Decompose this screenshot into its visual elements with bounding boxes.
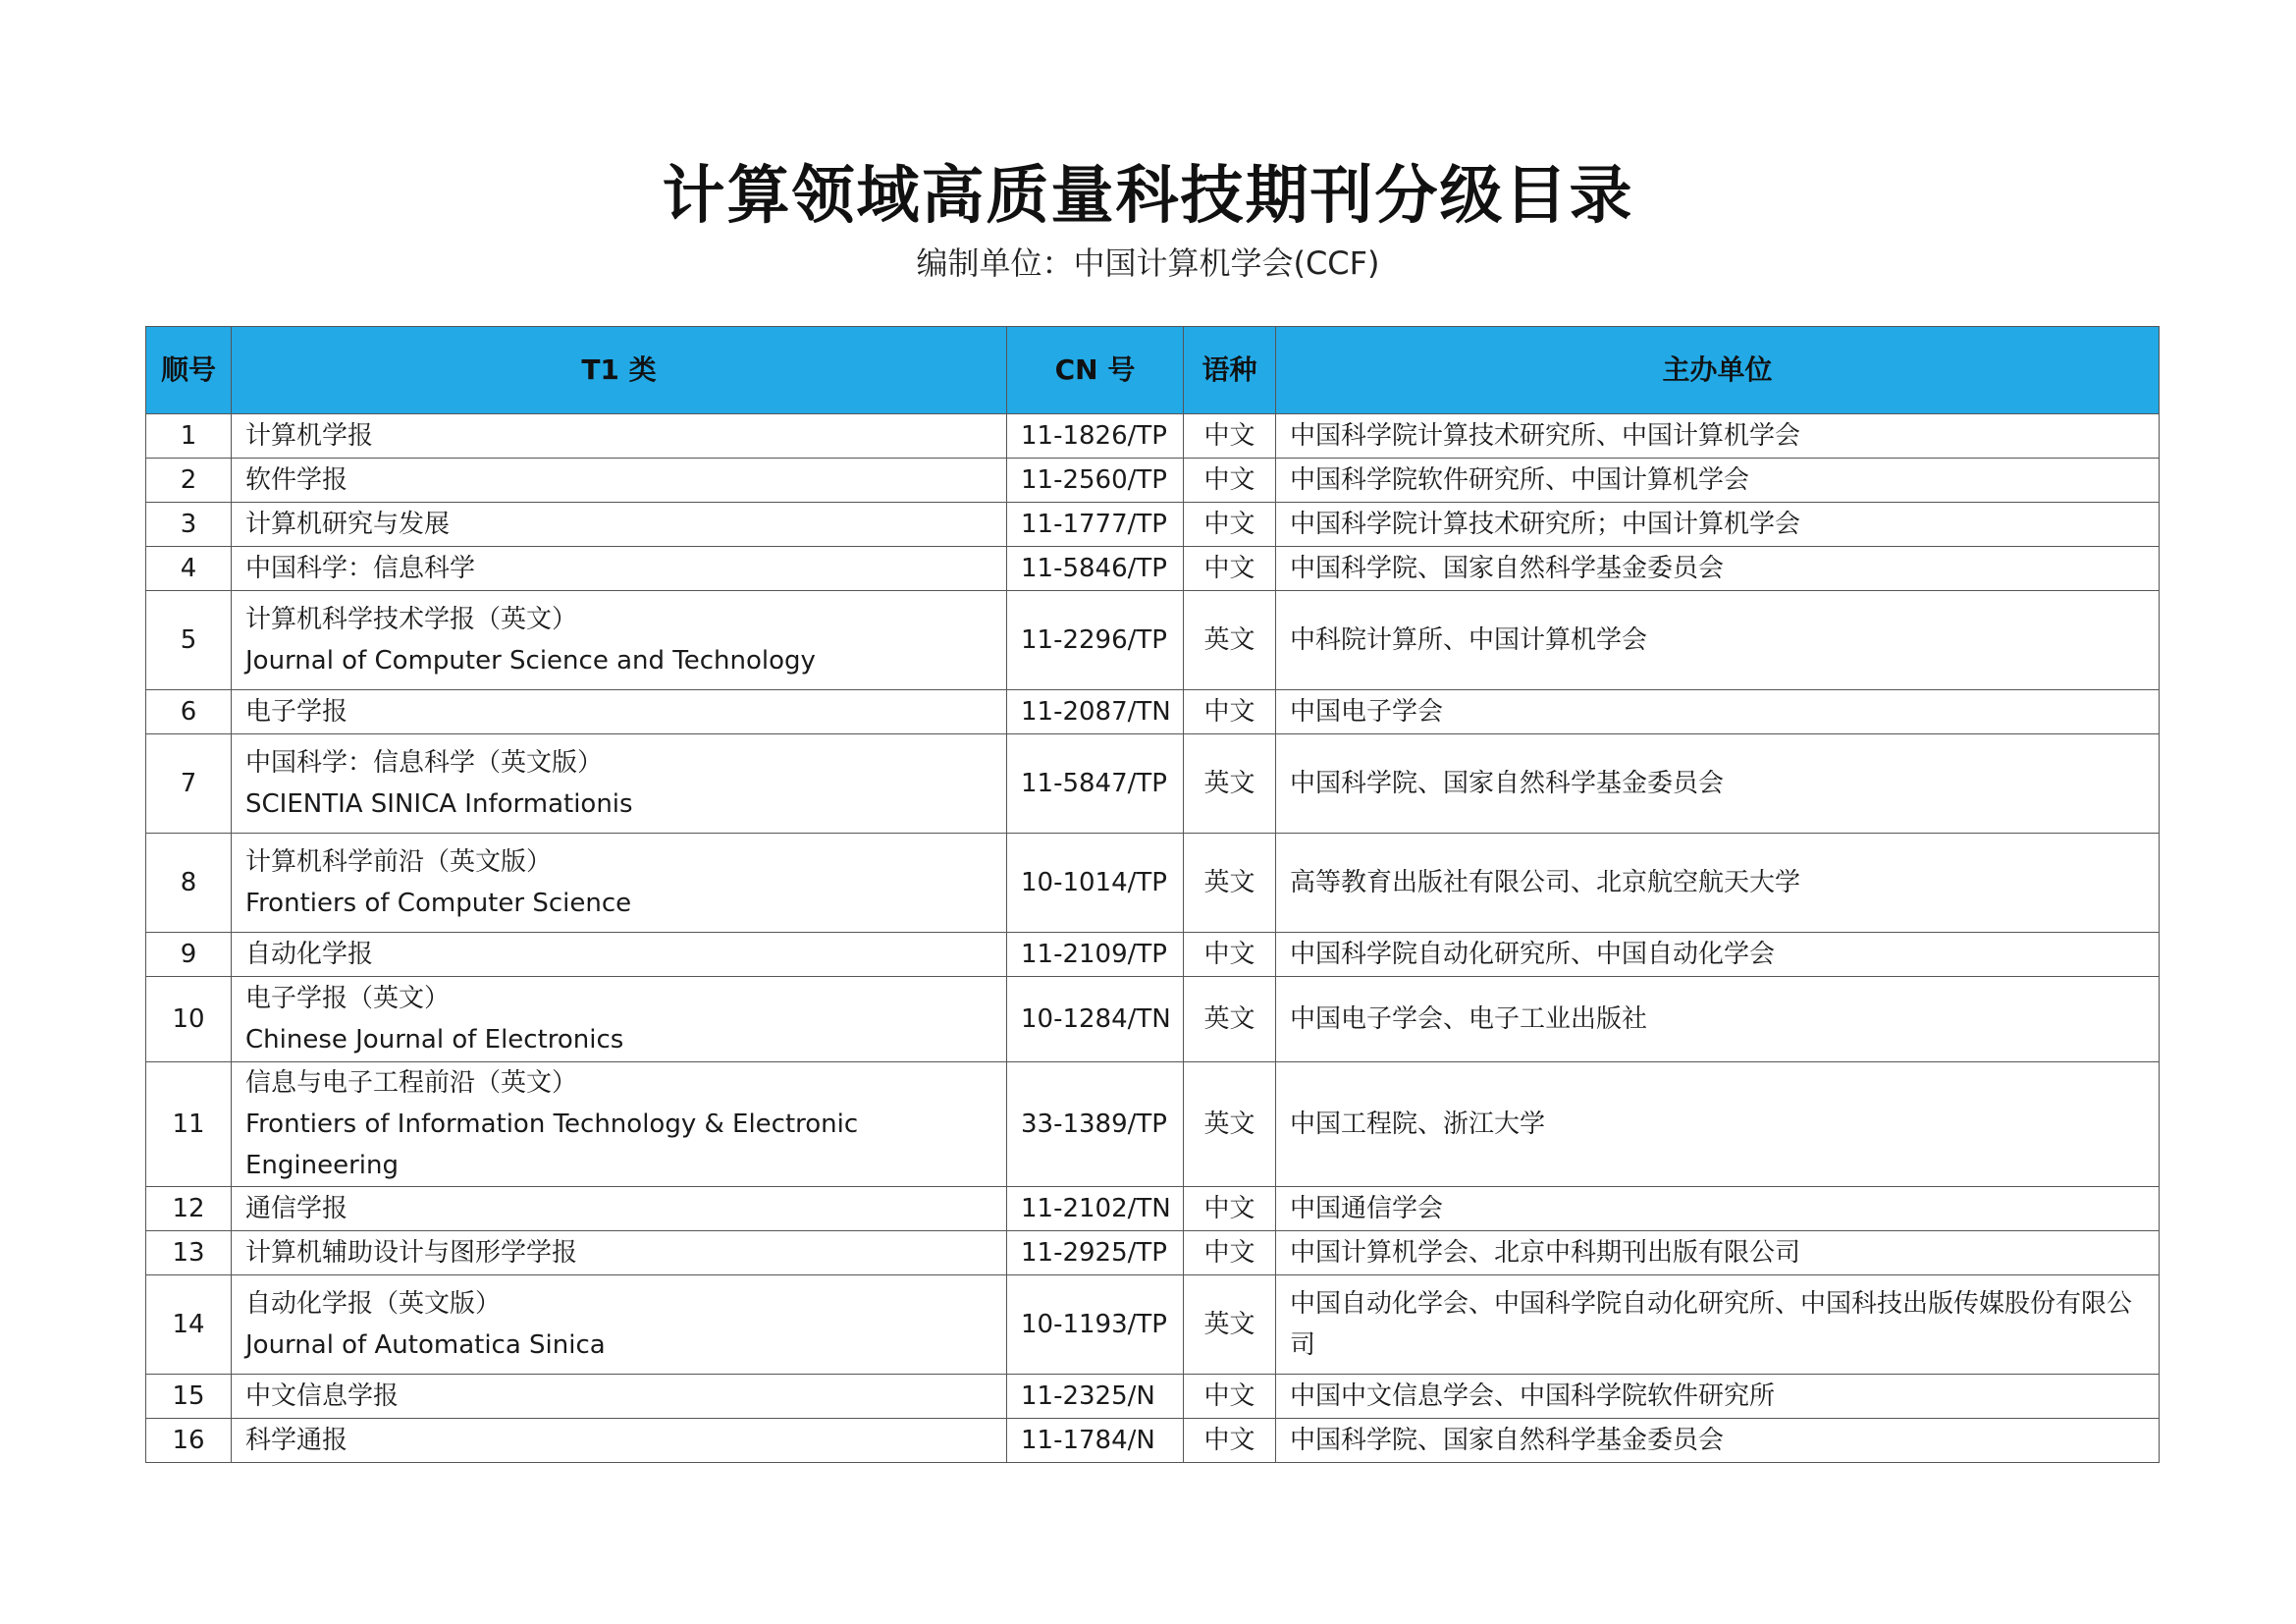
row-number: 6 (146, 690, 232, 734)
journal-name-cn: 计算机学报 (245, 421, 374, 451)
row-number: 9 (146, 933, 232, 977)
language: 英文 (1184, 1275, 1276, 1375)
cn-number: 11-2925/TP (1007, 1231, 1184, 1275)
language: 中文 (1184, 690, 1276, 734)
sponsor: 中国计算机学会、北京中科期刊出版有限公司 (1276, 1231, 2160, 1275)
journal-name-en: SCIENTIA SINICA Informationis (245, 789, 633, 819)
journal-name-en: Chinese Journal of Electronics (245, 1025, 624, 1055)
sponsor: 中国电子学会 (1276, 690, 2160, 734)
table-row (146, 1231, 2160, 1275)
table-header-row (146, 327, 2160, 414)
header-org: 主办单位 (1276, 327, 2160, 414)
journal-name (232, 1375, 1007, 1419)
journal-name-cn: 电子学报 (245, 697, 348, 727)
header-cn: CN 号 (1007, 327, 1184, 414)
cn-number: 33-1389/TP (1007, 1062, 1184, 1187)
row-number: 15 (146, 1375, 232, 1419)
cn-number: 10-1014/TP (1007, 834, 1184, 933)
row-number: 16 (146, 1419, 232, 1463)
row-number: 11 (146, 1062, 232, 1187)
cn-number: 11-2087/TN (1007, 690, 1184, 734)
table-row (146, 591, 2160, 690)
journal-name (232, 1275, 1007, 1375)
language: 中文 (1184, 1187, 1276, 1231)
table-row (146, 459, 2160, 503)
language: 英文 (1184, 591, 1276, 690)
sponsor: 中国电子学会、电子工业出版社 (1276, 977, 2160, 1062)
journal-name-cn: 中国科学：信息科学（英文版） (245, 748, 604, 778)
journal-name-en: Journal of Automatica Sinica (245, 1330, 606, 1360)
journal-name-cn: 信息与电子工程前沿（英文） (245, 1068, 578, 1098)
sponsor: 中国科学院、国家自然科学基金委员会 (1276, 547, 2160, 591)
sponsor: 中国科学院自动化研究所、中国自动化学会 (1276, 933, 2160, 977)
sponsor: 中国科学院计算技术研究所；中国计算机学会 (1276, 503, 2160, 547)
row-number: 2 (146, 459, 232, 503)
table-row (146, 1375, 2160, 1419)
language: 英文 (1184, 834, 1276, 933)
journal-name-cn: 中国科学：信息科学 (245, 554, 476, 583)
sponsor: 中国科学院、国家自然科学基金委员会 (1276, 1419, 2160, 1463)
journal-name-cn: 软件学报 (245, 465, 348, 495)
table-row (146, 834, 2160, 933)
journal-name (232, 1062, 1007, 1187)
sponsor: 中国通信学会 (1276, 1187, 2160, 1231)
cn-number: 10-1193/TP (1007, 1275, 1184, 1375)
sponsor: 中科院计算所、中国计算机学会 (1276, 591, 2160, 690)
table-row (146, 1062, 2160, 1187)
journal-table (145, 326, 2160, 1463)
table-row (146, 1275, 2160, 1375)
journal-name-cn: 自动化学报 (245, 940, 374, 969)
language: 中文 (1184, 503, 1276, 547)
language: 英文 (1184, 734, 1276, 834)
table-row (146, 414, 2160, 459)
sponsor: 中国科学院、国家自然科学基金委员会 (1276, 734, 2160, 834)
row-number: 14 (146, 1275, 232, 1375)
language: 英文 (1184, 1062, 1276, 1187)
cn-number: 11-1826/TP (1007, 414, 1184, 459)
language: 中文 (1184, 1231, 1276, 1275)
table-row (146, 503, 2160, 547)
journal-name (232, 933, 1007, 977)
language: 中文 (1184, 933, 1276, 977)
row-number: 5 (146, 591, 232, 690)
sponsor: 中国中文信息学会、中国科学院软件研究所 (1276, 1375, 2160, 1419)
table-row (146, 547, 2160, 591)
page-title: 计算领域高质量科技期刊分级目录 (662, 160, 1634, 233)
language: 中文 (1184, 547, 1276, 591)
language: 中文 (1184, 414, 1276, 459)
sponsor: 高等教育出版社有限公司、北京航空航天大学 (1276, 834, 2160, 933)
journal-name (232, 591, 1007, 690)
cn-number: 11-2102/TN (1007, 1187, 1184, 1231)
journal-name-cn: 通信学报 (245, 1194, 348, 1223)
row-number: 1 (146, 414, 232, 459)
cn-number: 11-2296/TP (1007, 591, 1184, 690)
journal-name-en: Frontiers of Information Technology & Electronic Engineering (245, 1110, 859, 1180)
row-number: 8 (146, 834, 232, 933)
cn-number: 11-5847/TP (1007, 734, 1184, 834)
journal-name (232, 1419, 1007, 1463)
sponsor: 中国工程院、浙江大学 (1276, 1062, 2160, 1187)
language: 中文 (1184, 1375, 1276, 1419)
table-row (146, 977, 2160, 1062)
journal-name (232, 690, 1007, 734)
table-row (146, 1419, 2160, 1463)
journal-name (232, 977, 1007, 1062)
row-number: 12 (146, 1187, 232, 1231)
language: 中文 (1184, 1419, 1276, 1463)
journal-name-cn: 计算机辅助设计与图形学学报 (245, 1238, 578, 1268)
journal-name-cn: 计算机科学技术学报（英文） (245, 605, 578, 634)
cn-number: 11-2560/TP (1007, 459, 1184, 503)
journal-name-cn: 中文信息学报 (245, 1381, 400, 1411)
cn-number: 11-1784/N (1007, 1419, 1184, 1463)
sponsor: 中国科学院软件研究所、中国计算机学会 (1276, 459, 2160, 503)
journal-name (232, 734, 1007, 834)
journal-name (232, 459, 1007, 503)
cn-number: 11-5846/TP (1007, 547, 1184, 591)
sponsor: 中国自动化学会、中国科学院自动化研究所、中国科技出版传媒股份有限公司 (1276, 1275, 2160, 1375)
row-number: 7 (146, 734, 232, 834)
journal-name-en: Journal of Computer Science and Technology (245, 646, 816, 676)
row-number: 3 (146, 503, 232, 547)
journal-name (232, 547, 1007, 591)
cn-number: 11-1777/TP (1007, 503, 1184, 547)
table-row (146, 933, 2160, 977)
cn-number: 10-1284/TN (1007, 977, 1184, 1062)
journal-name (232, 834, 1007, 933)
journal-name-en: Frontiers of Computer Science (245, 889, 632, 918)
journal-name (232, 414, 1007, 459)
journal-name-cn: 自动化学报（英文版） (245, 1289, 502, 1319)
journal-name-cn: 计算机研究与发展 (245, 510, 451, 539)
sponsor: 中国科学院计算技术研究所、中国计算机学会 (1276, 414, 2160, 459)
journal-name-cn: 电子学报（英文） (245, 984, 451, 1013)
page-subtitle: 编制单位：中国计算机学会(CCF) (916, 244, 1380, 282)
language: 英文 (1184, 977, 1276, 1062)
row-number: 13 (146, 1231, 232, 1275)
journal-name-cn: 科学通报 (245, 1426, 348, 1455)
language: 中文 (1184, 459, 1276, 503)
cn-number: 11-2109/TP (1007, 933, 1184, 977)
journal-name-cn: 计算机科学前沿（英文版） (245, 847, 553, 877)
header-lang: 语种 (1184, 327, 1276, 414)
table-row (146, 734, 2160, 834)
row-number: 4 (146, 547, 232, 591)
journal-name (232, 1231, 1007, 1275)
header-name: T1 类 (232, 327, 1007, 414)
journal-name (232, 503, 1007, 547)
header-num: 顺号 (146, 327, 232, 414)
row-number: 10 (146, 977, 232, 1062)
table-row (146, 1187, 2160, 1231)
journal-name (232, 1187, 1007, 1231)
table-row (146, 690, 2160, 734)
cn-number: 11-2325/N (1007, 1375, 1184, 1419)
